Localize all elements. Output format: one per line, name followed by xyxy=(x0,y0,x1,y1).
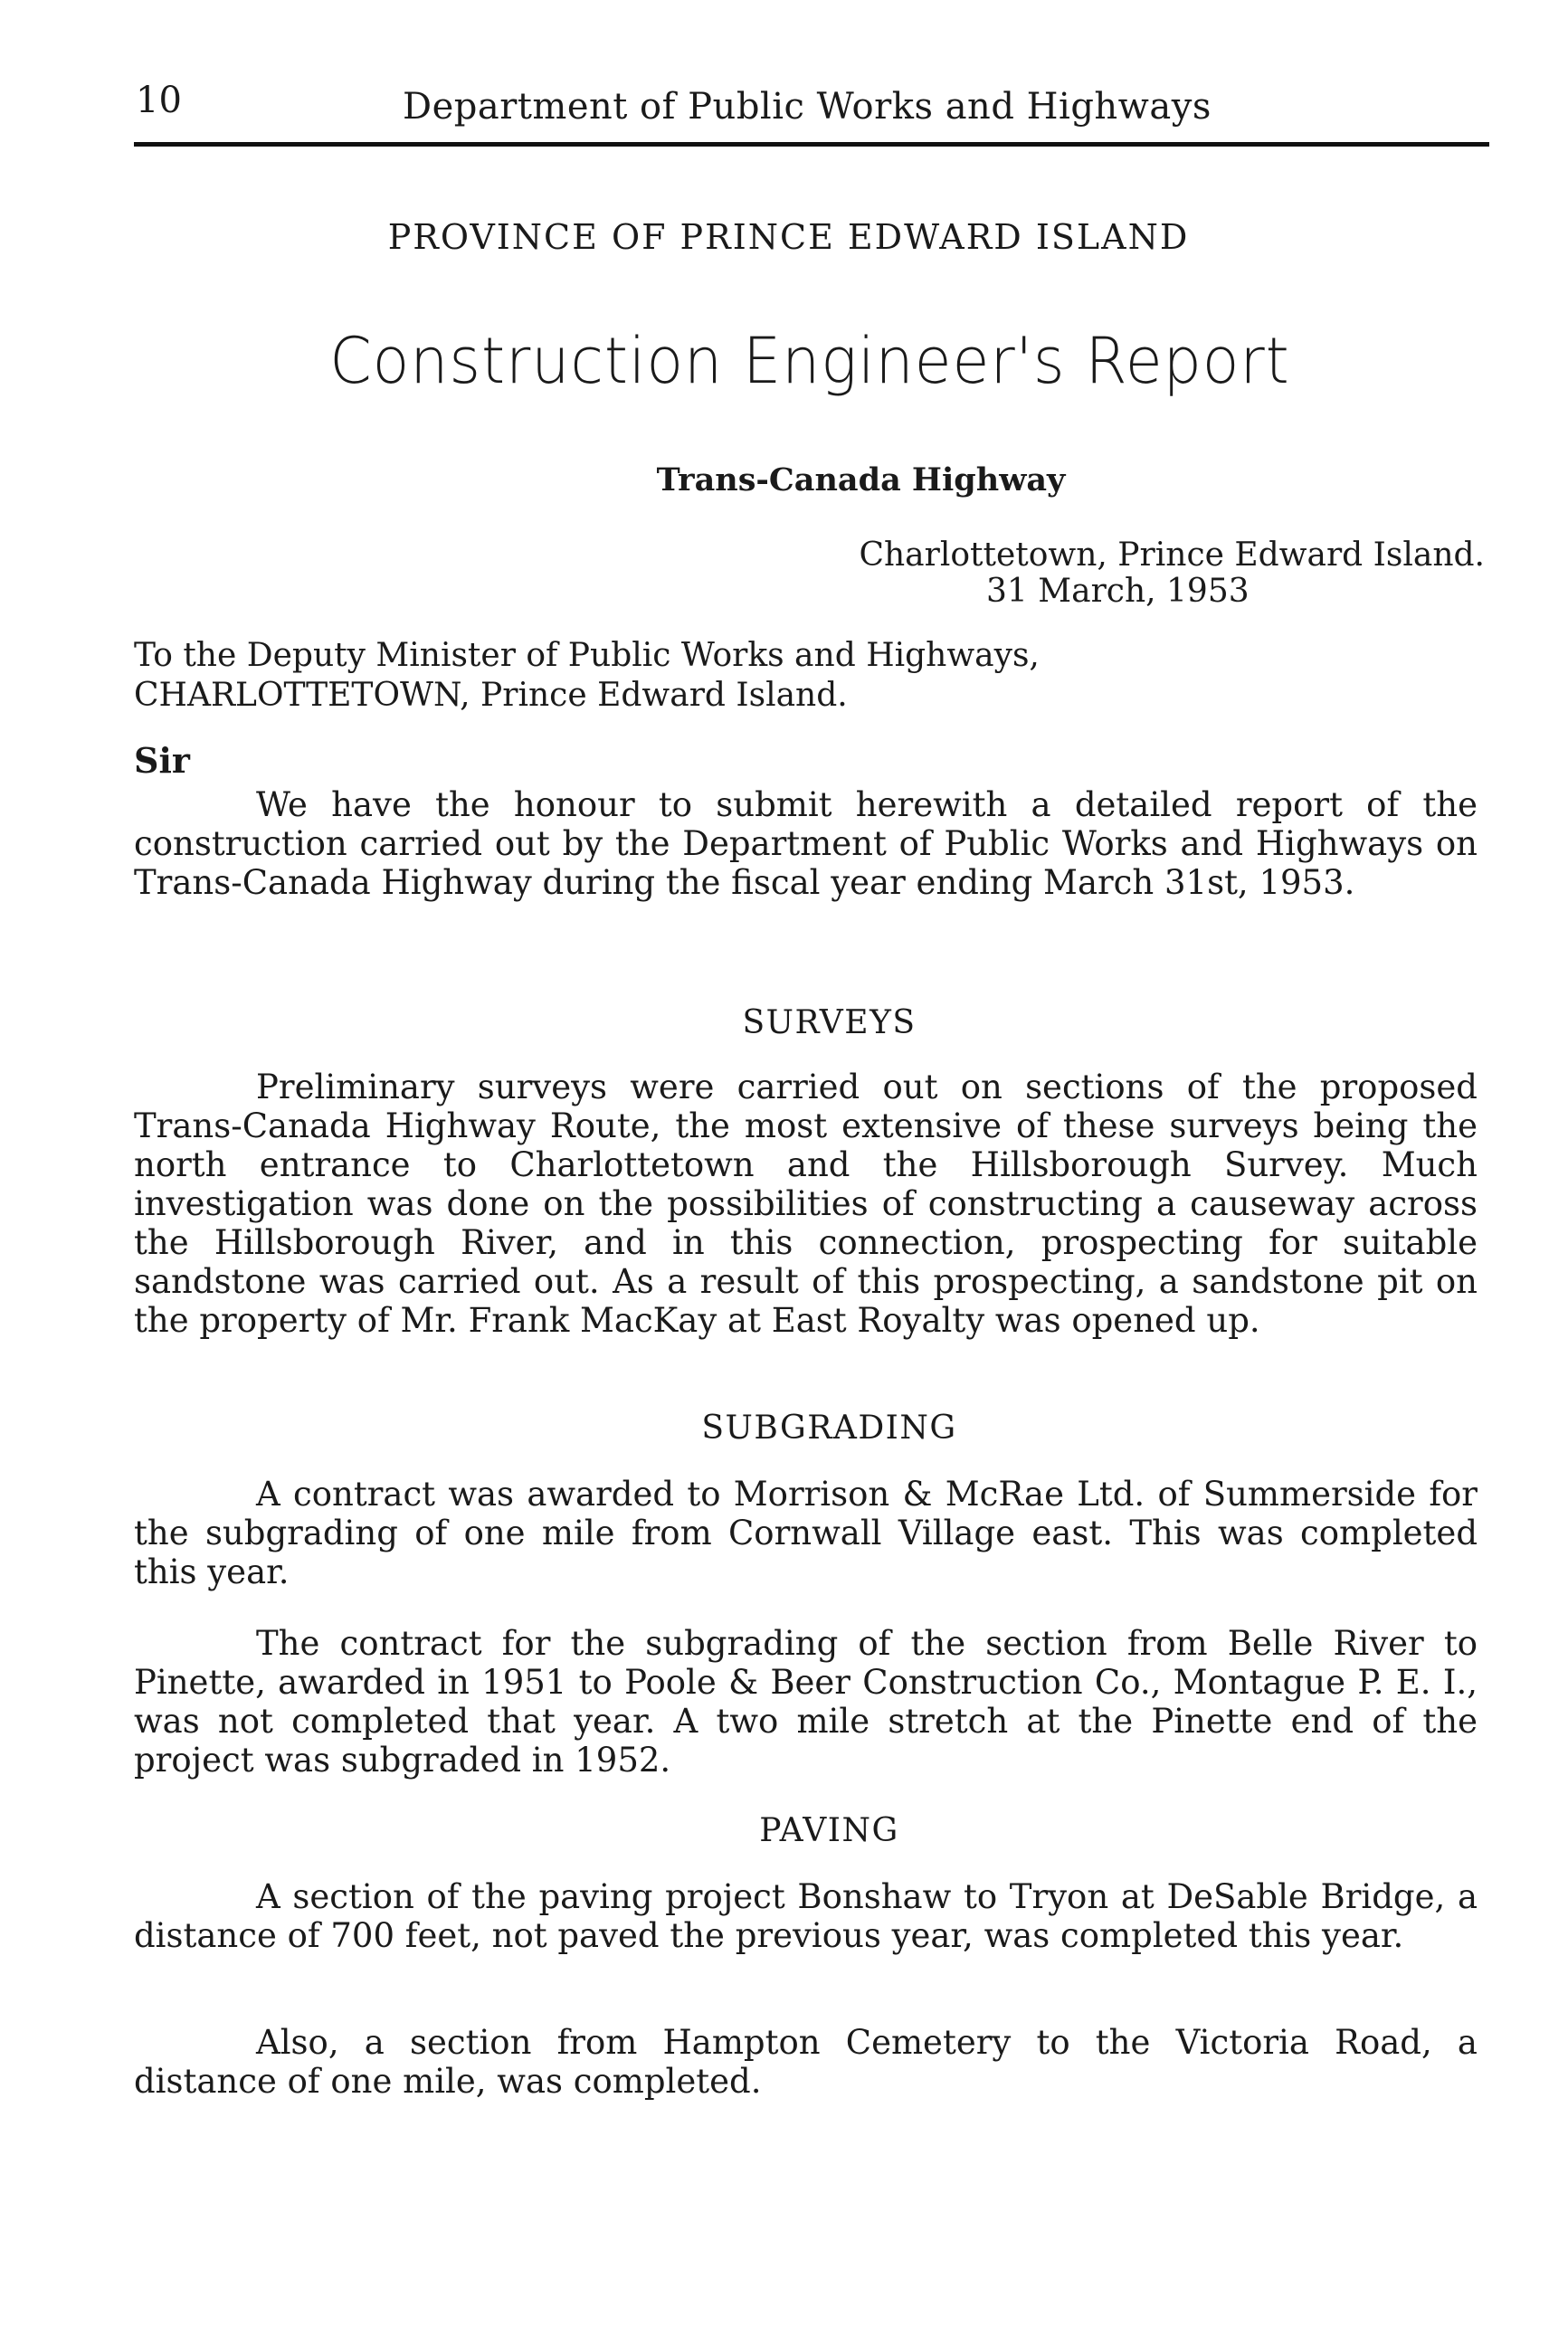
section-heading-surveys: SURVEYS xyxy=(742,1004,917,1041)
header-rule xyxy=(134,142,1489,147)
running-header-title: Department of Public Works and Highways xyxy=(403,86,1212,128)
addressee-line: To the Deputy Minister of Public Works and Highways, xyxy=(134,637,1040,674)
report-subtitle: Trans-Canada Highway xyxy=(656,461,1066,498)
salutation: Sir xyxy=(134,740,190,781)
subgrading-paragraph-2: The contract for the subgrading of the section from Belle River to Pinette, awarded in 1951 to Poole & Beer Construction Co., Montague P. E. I., was not completed that year. A two mile stretch at the Pinette end of the project was subgraded in 1952. xyxy=(134,1624,1478,1780)
dateline-date: 31 March, 1953 xyxy=(986,573,1250,610)
section-heading-subgrading: SUBGRADING xyxy=(701,1410,957,1447)
addressee-block xyxy=(134,636,1220,716)
subgrading-paragraph-1: A contract was awarded to Morrison & McRae Ltd. of Summerside for the subgrading of one mile from Cornwall Village east. This was completed this year. xyxy=(134,1475,1478,1591)
dateline-place: Charlottetown, Prince Edward Island. xyxy=(859,536,1485,574)
province-heading: PROVINCE OF PRINCE EDWARD ISLAND xyxy=(387,217,1190,257)
addressee-line: CHARLOTTETOWN, Prince Edward Island. xyxy=(134,677,848,714)
paving-paragraph-2: Also, a section from Hampton Cemetery to the Victoria Road, a distance of one mile, was completed. xyxy=(134,2023,1478,2101)
page-number: 10 xyxy=(136,80,182,121)
intro-paragraph: We have the honour to submit herewith a detailed report of the construction carried out by the Department of Public Works and Highways on Trans-Canada Highway during the fiscal year ending March 31st, 1953. xyxy=(134,785,1478,902)
paving-paragraph-1: A section of the paving project Bonshaw to Tryon at DeSable Bridge, a distance of 700 feet, not paved the previous year, was completed this year. xyxy=(134,1877,1478,1955)
report-title: Construction Engineer's Report xyxy=(329,324,1290,398)
surveys-paragraph: Preliminary surveys were carried out on sections of the proposed Trans-Canada Highway Route, the most extensive of these surveys being the north entrance to Charlottetown and the Hillsborough Survey. Much investigation was done on the possibilities of constructing a causeway across the Hillsborough River, and in this connection, prospecting for suitable sandstone was carried out. As a result of this prospecting, a sandstone pit on the property of Mr. Frank MacKay at East Royalty was opened up. xyxy=(134,1068,1478,1340)
section-heading-paving: PAVING xyxy=(759,1812,899,1849)
